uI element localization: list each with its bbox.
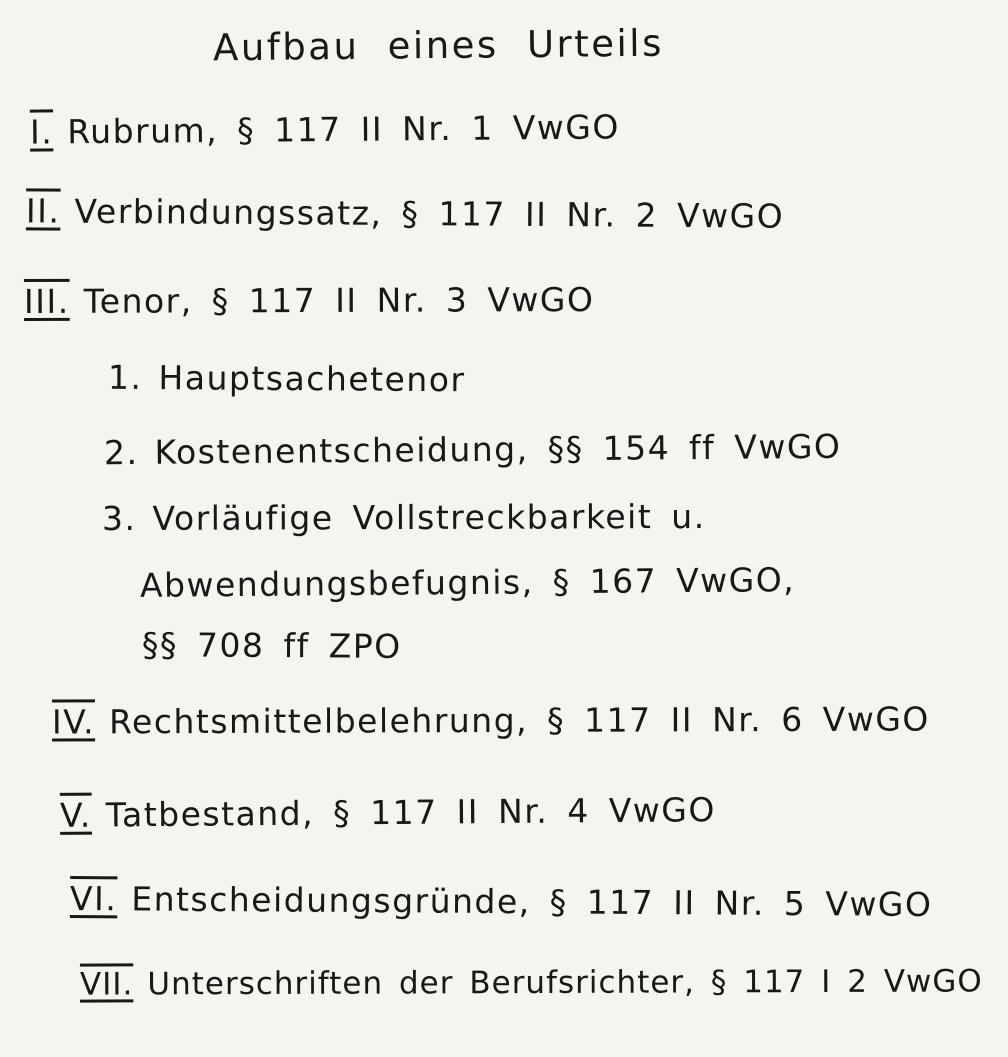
roman-numeral: VI. (69, 878, 118, 919)
outline-item-text: Tatbestand, § 117 II Nr. 4 VwGO (105, 790, 716, 835)
outline-item-5 (60, 790, 716, 835)
roman-numeral: I. (29, 112, 54, 152)
roman-numeral: IV. (51, 702, 96, 742)
outline-item-text: Tenor, § 117 II Nr. 3 VwGO (83, 280, 595, 321)
roman-numeral: III. (23, 281, 70, 321)
roman-numeral: VII. (79, 966, 134, 1003)
sub-item-3-line-2 (140, 560, 796, 605)
sub-item-text: Vorläufige Vollstreckbarkeit u. (152, 496, 706, 538)
sub-item-number: 3. (101, 498, 137, 539)
outline-item-4 (52, 699, 930, 742)
sub-item-3-line-3 (142, 625, 402, 666)
outline-item-2 (26, 191, 784, 236)
sub-item-number: 2. (103, 432, 139, 473)
sub-item-3-line-1 (102, 497, 706, 539)
outline-item-text: Entscheidungsgründe, § 117 II Nr. 5 VwGO (131, 879, 933, 925)
roman-numeral: II. (25, 191, 61, 231)
outline-item-text: Rubrum, § 117 II Nr. 1 VwGO (67, 107, 621, 152)
outline-item-6 (70, 879, 933, 925)
outline-item-3 (24, 280, 595, 322)
sub-item-1 (108, 358, 466, 400)
sub-item-text: Abwendungsbefugnis, § 167 VwGO, (139, 560, 796, 605)
outline-item-text: Rechtsmittelbelehrung, § 117 II Nr. 6 VwGO (108, 699, 930, 742)
sub-item-2 (104, 427, 842, 473)
outline-item-text: Verbindungssatz, § 117 II Nr. 2 VwGO (74, 191, 785, 236)
sub-item-text: Kostenentscheidung, §§ 154 ff VwGO (154, 426, 842, 472)
note-title: Aufbau eines Urteils (212, 21, 665, 70)
sub-item-text: §§ 708 ff ZPO (141, 625, 402, 666)
roman-numeral: V. (59, 795, 92, 835)
outline-item-1 (30, 107, 620, 152)
outline-item-text: Unterschriften der Berufsrichter, § 117 I 2 VwGO (147, 963, 983, 1003)
sub-item-text: Hauptsachetenor (158, 358, 466, 400)
sub-item-number: 1. (107, 357, 143, 397)
outline-item-7 (80, 963, 983, 1003)
